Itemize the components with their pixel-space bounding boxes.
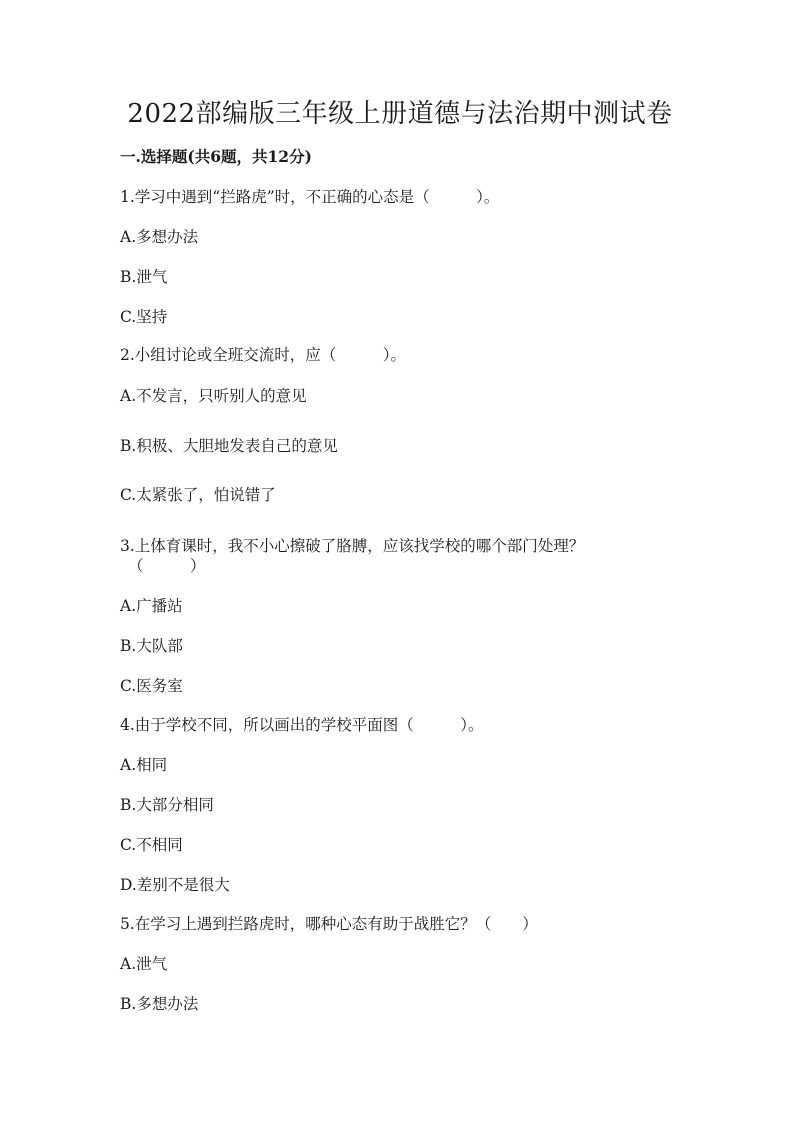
page-title: 2022部编版三年级上册道德与法治期中测试卷 — [127, 99, 673, 129]
question-3-option-a: A.广播站 — [120, 597, 183, 615]
question-1-option-a: A.多想办法 — [120, 228, 199, 246]
question-2-option-b: B.积极、大胆地发表自己的意见 — [120, 437, 338, 455]
question-4-option-d: D.差别不是很大 — [120, 876, 230, 894]
question-1-stem: 1.学习中遇到“拦路虎”时，不正确的心态是（ ）。 — [120, 188, 500, 206]
question-4-stem: 4.由于学校不同，所以画出的学校平面图（ ）。 — [120, 716, 484, 734]
question-5-option-a: A.泄气 — [120, 955, 168, 973]
question-5-stem: 5.在学习上遇到拦路虎时，哪种心态有助于战胜它？（ ） — [120, 915, 538, 933]
question-3-option-b: B.大队部 — [120, 637, 183, 655]
question-5-option-b: B.多想办法 — [120, 995, 199, 1013]
question-2-option-c: C.太紧张了，怕说错了 — [120, 486, 276, 504]
question-2-option-a: A.不发言，只听别人的意见 — [120, 387, 307, 405]
question-3-stem: 3.上体育课时，我不小心擦破了胳膊，应该找学校的哪个部门处理？ — [120, 537, 585, 555]
section-heading: 一.选择题(共6题，共12分) — [120, 147, 312, 166]
question-3-option-c: C.医务室 — [120, 677, 183, 695]
question-2-stem: 2.小组讨论或全班交流时，应（ ）。 — [120, 346, 407, 364]
question-4-option-b: B.大部分相同 — [120, 796, 214, 814]
question-4-option-a: A.相同 — [120, 756, 168, 774]
question-3-stem-continued: （ ） — [128, 557, 206, 575]
question-1-option-c: C.坚持 — [120, 308, 168, 326]
question-4-option-c: C.不相同 — [120, 836, 183, 854]
question-1-option-b: B.泄气 — [120, 268, 168, 286]
